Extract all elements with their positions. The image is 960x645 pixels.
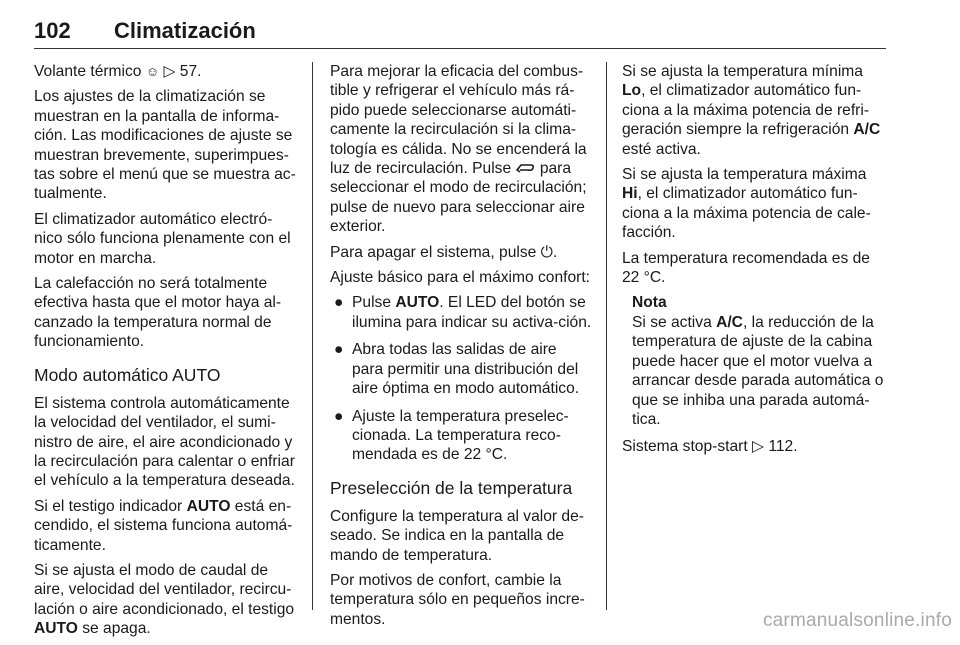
bullet-icon: ●: [334, 341, 344, 359]
column-divider: [606, 62, 607, 610]
watermark: carmanualsonline.info: [762, 610, 952, 631]
section-heading: Modo automático AUTO: [34, 364, 221, 385]
key-label: AUTO: [34, 620, 78, 638]
header-divider: [34, 48, 886, 49]
section-heading: Preselección de la temperatura: [330, 477, 573, 498]
bullet-icon: ●: [334, 407, 344, 425]
key-label: Lo: [622, 82, 642, 100]
page-ref-arrow-icon: ▷: [752, 438, 764, 456]
paragraph: Volante térmico ☺ ▷ 57.: [34, 63, 202, 80]
key-label: AUTO: [186, 497, 231, 515]
page-reference[interactable]: 57.: [175, 63, 202, 80]
steering-wheel-heat-icon: ☺: [145, 64, 160, 79]
paragraph: Configure la temperatura al valor de-seado. Se indica en la pantalla de mando de temperatura.: [330, 507, 584, 564]
bullet-icon: ●: [334, 294, 344, 312]
paragraph: Si se ajusta la temperatura máxima Hi, el climatizador automático fun-ciona a la máxima potencia de cale-facción.: [622, 166, 871, 242]
key-label: AUTO: [395, 294, 440, 312]
paragraph: La calefacción no será totalmente efectiva hasta que el motor haya al-canzado la temperatura normal de funcionamiento.: [34, 275, 282, 351]
paragraph: Para mejorar la eficacia del combus-tible y refrigerar el vehículo más rá-pido puede seleccionarse automáti-camente la recirculación si la clima-tología es cálida. No se encenderá la luz de recirculación. Pulse para seleccionar el modo de recirculación; pulse de nuevo para seleccionar aire exterior.: [330, 63, 587, 236]
chapter-title: Climatización: [114, 18, 256, 43]
column-2: [330, 62, 592, 635]
paragraph: Para apagar el sistema, pulse ⏻.: [330, 243, 558, 261]
paragraph: Si el testigo indicador AUTO está en-cendido, el sistema funciona automá-ticamente.: [34, 497, 293, 554]
paragraph: El climatizador automático electró-nico sólo funciona plenamente con el motor en marcha.: [34, 210, 291, 267]
note-text: Si se activa A/C, la reducción de la temperatura de ajuste de la cabina puede hacer que el motor vuelva a arrancar desde parada automática o que se inhiba una parada automá-tica.: [632, 313, 884, 428]
recirculation-icon: [515, 159, 535, 178]
page-number: 102: [34, 18, 71, 43]
page-reference[interactable]: 112.: [764, 438, 798, 456]
list-item: ● Pulse AUTO. El LED del botón se ilumina para indicar su activa-ción.: [334, 294, 592, 331]
paragraph: Por motivos de confort, cambie la temperatura sólo en pequeños incre-mentos.: [330, 571, 585, 628]
column-1: [34, 62, 300, 645]
paragraph: Si se ajusta la temperatura mínima Lo, el climatizador automático fun-ciona a la máxima potencia de refri-geración siempre la refrigeración A/C esté activa.: [622, 63, 881, 158]
paragraph: Los ajustes de la climatización se muestran en la pantalla de informa-ción. Las modificaciones de ajuste se muestran brevemente, superimpues-tas sobre el menú que se muestra ac-tualmente.: [34, 88, 296, 203]
column-divider: [312, 62, 313, 610]
list-item: ● Ajuste la temperatura preselec-cionada. La temperatura reco-mendada es de 22 °C.: [334, 407, 569, 464]
paragraph: El sistema controla automáticamente la velocidad del ventilador, el sumi-nistro de aire, el aire acondicionado y la recirculación para calentar o enfriar el vehículo a la temperatura deseada.: [34, 394, 295, 490]
key-label: A/C: [853, 121, 881, 139]
list-item: ● Abra todas las salidas de aire para permitir una distribución del aire óptima en modo automático.: [334, 341, 580, 398]
paragraph: Ajuste básico para el máximo confort:: [330, 269, 591, 287]
paragraph: Sistema stop-start ▷ 112.: [622, 438, 798, 456]
column-3: [622, 62, 890, 463]
power-icon: ⏻: [540, 243, 553, 261]
key-label: A/C: [716, 313, 743, 331]
paragraph: Si se ajusta el modo de caudal de aire, velocidad del ventilador, recircu-lación o aire acondicionado, el testigo AUTO se apaga.: [34, 561, 295, 638]
bullet-list: [330, 293, 592, 464]
key-label: Hi: [622, 185, 638, 203]
note-title: Nota: [632, 294, 667, 312]
note-box: [622, 293, 890, 429]
paragraph: La temperatura recomendada es de 22 °C.: [622, 249, 870, 287]
page-ref-arrow-icon: ▷: [163, 63, 176, 80]
page-header: [34, 18, 886, 52]
